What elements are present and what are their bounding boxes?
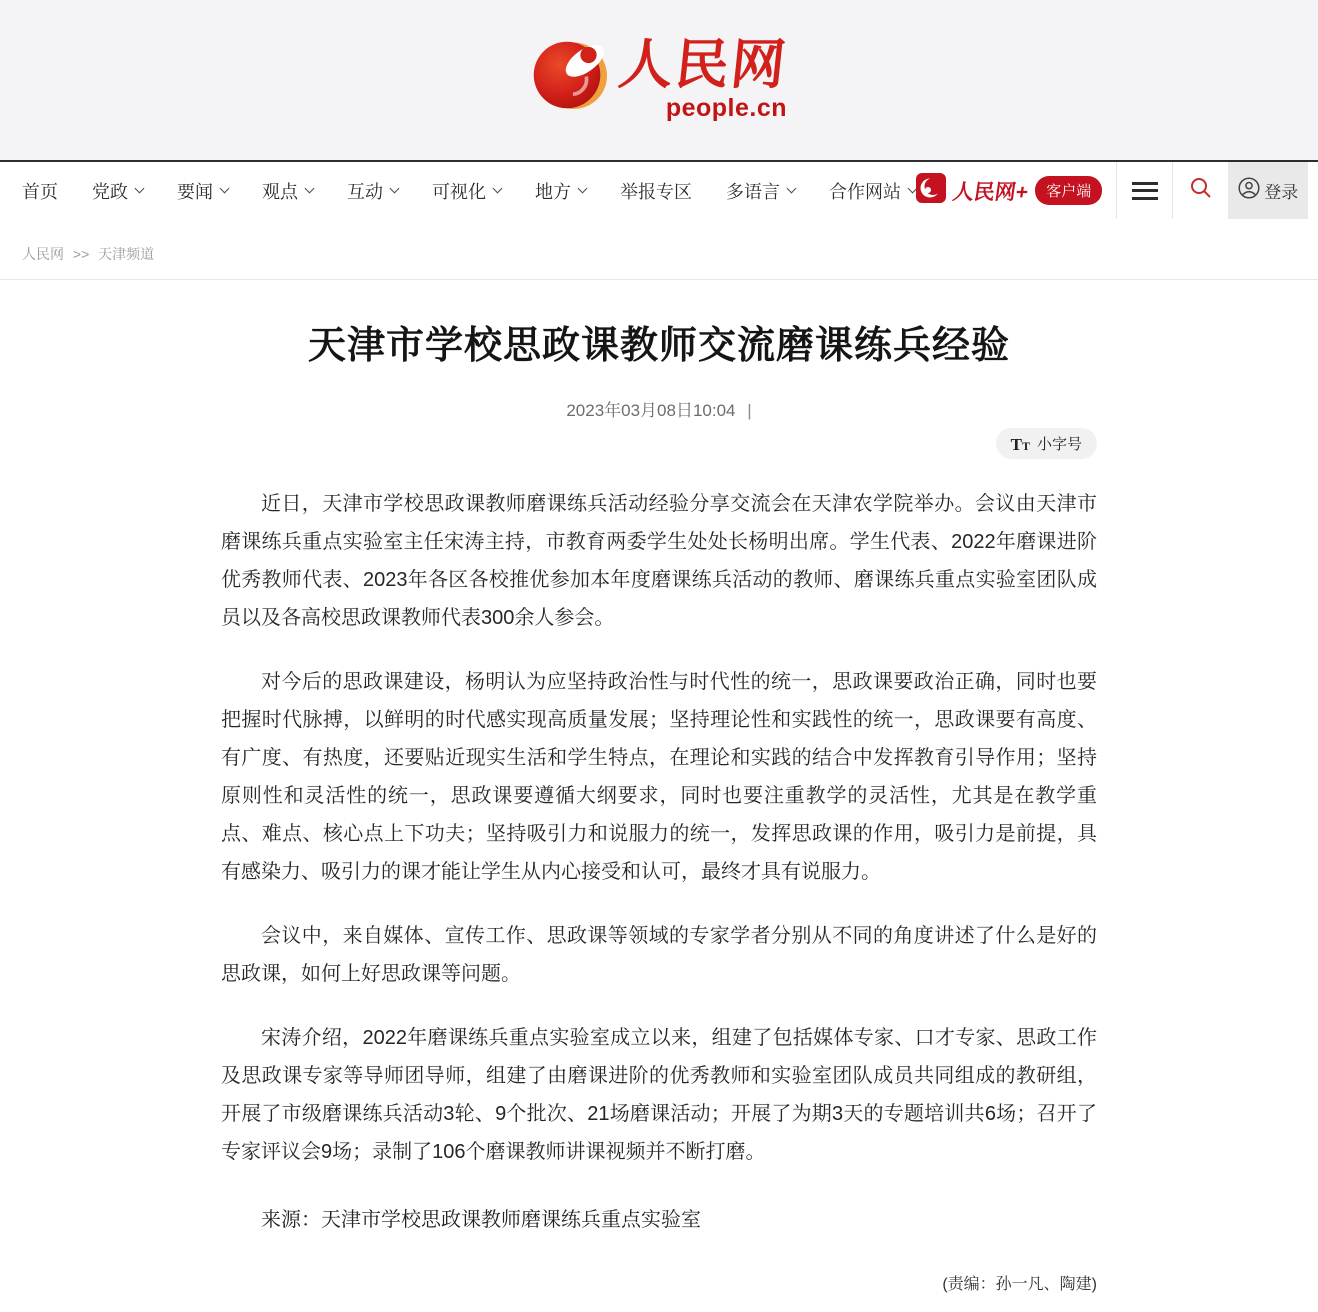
nav-item-opinions[interactable] (262, 178, 313, 204)
hamburger-icon (1132, 177, 1158, 204)
breadcrumb-channel-link[interactable]: 天津频道 (98, 246, 155, 262)
breadcrumb-site-link[interactable]: 人民网 (22, 246, 64, 262)
site-header (0, 0, 1318, 160)
breadcrumb-divider (0, 279, 1318, 280)
nav-item-label: 合作网站 (829, 181, 901, 202)
people-plus-brand-text: 人民网+ (951, 180, 1030, 204)
site-logo[interactable] (531, 34, 791, 123)
login-button[interactable] (1228, 162, 1308, 219)
chevron-down-icon (578, 183, 588, 193)
meta-separator: | (747, 401, 752, 421)
article-paragraph: 对今后的思政课建设，杨明认为应坚持政治性与时代性的统一，思政课要政治正确，同时也要把握时代脉搏，以鲜明的时代感实现高质量发展；坚持理论性和实践性的统一，思政课要有高度、有广度、有热度，还要贴近现实生活和学生特点，在理论和实践的结合中发挥教育引导作用；坚持原则性和灵活性的统一，思政课要遵循大纲要求，同时也要注重教学的灵活性，尤其是在教学重点、难点、核心点上下功夫；坚持吸引力和说服力的统一，发挥思政课的作用，吸引力是前提，具有感染力、吸引力的课才能让学生从内心接受和认可，最终才具有说服力。 (221, 671, 1097, 884)
app-client-pill: 客户端 (1035, 176, 1102, 205)
font-size-icon: TT (1010, 435, 1030, 455)
article-editors: (责编：孙一凡、陶建) (942, 1276, 1097, 1294)
nav-item-label: 地方 (535, 181, 571, 202)
people-plus-app-badge[interactable] (916, 162, 1102, 219)
people-plus-app-icon (916, 173, 946, 208)
nav-item-top-news[interactable] (177, 178, 228, 204)
chevron-down-icon (135, 183, 145, 193)
chevron-down-icon (493, 183, 503, 193)
nav-item-multilingual[interactable] (726, 178, 795, 204)
article-meta (221, 396, 1097, 421)
article-paragraph: 会议中，来自媒体、宣传工作、思政课等领域的专家学者分别从不同的角度讲述了什么是好的思政课，如何上好思政课等问题。 (221, 925, 1097, 986)
nav-items (0, 162, 916, 219)
nav-item-label: 党政 (92, 181, 128, 202)
person-icon (1238, 177, 1260, 204)
font-size-button[interactable] (996, 428, 1097, 459)
nav-item-party-politics[interactable] (92, 178, 143, 204)
nav-item-label: 举报专区 (620, 181, 692, 202)
login-label: 登录 (1264, 183, 1299, 202)
chevron-down-icon (220, 183, 230, 193)
breadcrumb (0, 219, 1318, 279)
people-cn-swirl-icon (531, 38, 609, 117)
article-source: 来源：天津市学校思政课教师磨课练兵重点实验室 (261, 1209, 701, 1232)
nav-item-label: 首页 (22, 181, 58, 202)
nav-item-label: 多语言 (726, 181, 780, 202)
search-button[interactable] (1173, 162, 1228, 219)
article-toolbar (221, 428, 1097, 459)
nav-item-report-zone[interactable] (620, 178, 692, 204)
logo-text (615, 34, 791, 123)
nav-item-visualization[interactable] (432, 178, 501, 204)
chevron-down-icon (787, 183, 797, 193)
nav-item-interaction[interactable] (347, 178, 398, 204)
article-title: 天津市学校思政课教师交流磨课练兵经验 (307, 325, 1010, 367)
nav-item-home[interactable] (22, 178, 58, 204)
logo-domain-name: people.cn (665, 93, 787, 122)
article-paragraph: 近日，天津市学校思政课教师磨课练兵活动经验分享交流会在天津农学院举办。会议由天津市磨课练兵重点实验室主任宋涛主持，市教育两委学生处处长杨明出席。学生代表、2022年磨课进阶优秀教师代表、2023年各区各校推优参加本年度磨课练兵活动的教师、磨课练兵重点实验室团队成员以及各高校思政课教师代表300余人参会。 (221, 493, 1097, 630)
menu-button[interactable] (1117, 162, 1172, 219)
nav-item-label: 互动 (347, 181, 383, 202)
article (221, 322, 1097, 1294)
nav-item-local[interactable] (535, 178, 586, 204)
search-icon (1189, 176, 1213, 205)
font-size-label: 小字号 (1036, 436, 1082, 454)
article-paragraph: 宋涛介绍，2022年磨课练兵重点实验室成立以来，组建了包括媒体专家、口才专家、思政工作及思政课专家等导师团导师，组建了由磨课进阶的优秀教师和实验室团队成员共同组成的教研组，开展了市级磨课练兵活动3轮、9个批次、21场磨课活动；开展了为期3天的专题培训共6场；召开了专家评议会9场；录制了106个磨课教师讲课视频并不断打磨。 (221, 1027, 1097, 1164)
nav-item-label: 观点 (262, 181, 298, 202)
nav-item-partner-sites[interactable] (829, 178, 916, 204)
breadcrumb-separator: >> (72, 246, 90, 262)
main-navigation (0, 162, 1318, 219)
logo-chinese-name: 人民网 (615, 34, 791, 95)
chevron-down-icon (390, 183, 400, 193)
chevron-down-icon (305, 183, 315, 193)
publish-date: 2023年03月08日10:04 (566, 401, 736, 421)
nav-item-label: 要闻 (177, 181, 213, 202)
article-body (221, 485, 1097, 1171)
nav-right-tools (916, 162, 1318, 219)
nav-item-label: 可视化 (432, 181, 486, 202)
